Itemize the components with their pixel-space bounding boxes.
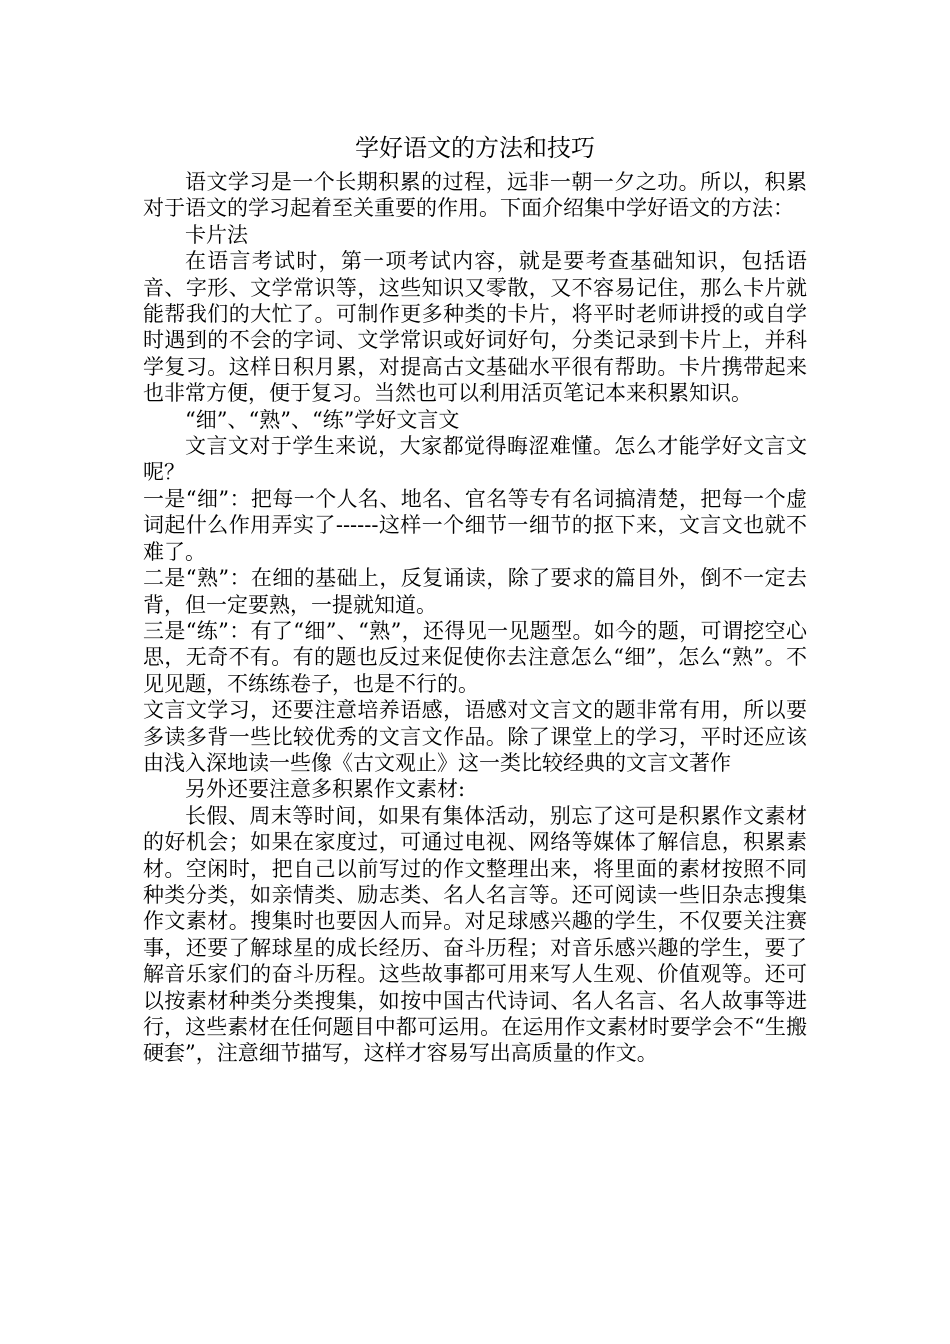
classical-chinese-intro-paragraph: 文言文对于学生来说，大家都觉得晦涩难懂。怎么才能学好文言文呢？ (143, 434, 807, 485)
writing-materials-paragraph: 长假、周末等时间，如果有集体活动，别忘了这可是积累作文素材的好机会；如果在家度过，可通过电视、网络等媒体了解信息，积累素材。空闲时，把自己以前写过的作文整理出来，将里面的素材按照不同种类分类，如亲情类、励志类、名人名言等。还可阅读一些旧杂志搜集作文素材。搜集时也要因人而异。对足球感兴趣的学生，不仅要关注赛事，还要了解球星的成长经历、奋斗历程；对音乐感兴趣的学生，要了解音乐家们的奋斗历程。这些故事都可用来写人生观、价值观等。还可以按素材种类分类搜集，如按中国古代诗词、名人名言、名人故事等进行，这些素材在任何题目中都可运用。在运用作文素材时要学会不“生搬硬套”，注意细节描写，这样才容易写出高质量的作文。 (143, 803, 807, 1066)
section-heading-card-method: 卡片法 (185, 222, 248, 247)
section-heading-classical-chinese: “细”、“熟”、“练”学好文言文 (185, 407, 460, 432)
point-two-paragraph: 二是“熟”：在细的基础上，反复诵读，除了要求的篇目外，倒不一定去背，但一定要熟，一提就知道。 (143, 566, 807, 617)
language-sense-paragraph: 文言文学习，还要注意培养语感，语感对文言文的题非常有用，所以要多读多背一些比较优秀的文言文作品。除了课堂上的学习，平时还应该由浅入深地读一些像《古文观止》这一类比较经典的文言文著作 (143, 698, 807, 775)
card-method-paragraph: 在语言考试时，第一项考试内容，就是要考查基础知识，包括语音、字形、文学常识等，这些知识又零散，又不容易记住，那么卡片就能帮我们的大忙了。可制作更多种类的卡片，将平时老师讲授的或自学时遇到的不会的字词、文学常识或好词好句，分类记录到卡片上，并科学复习。这样日积月累，对提高古文基础水平很有帮助。卡片携带起来也非常方便，便于复习。当然也可以利用活页笔记本来积累知识。 (143, 249, 807, 406)
point-three-paragraph: 三是“练”：有了“细”、“熟”，还得见一见题型。如今的题，可谓挖空心思，无奇不有。有的题也反过来促使你去注意怎么“细”，怎么“熟”。不见见题，不练练卷子，也是不行的。 (143, 618, 807, 696)
intro-paragraph: 语文学习是一个长期积累的过程，远非一朝一夕之功。所以，积累对于语文的学习起着至关重要的作用。下面介绍集中学好语文的方法： (143, 170, 807, 221)
point-one-paragraph: 一是“细”：把每一个人名、地名、官名等专有名词搞清楚，把每一个虚词起什么作用弄实了------这样一个细节一细节的抠下来，文言文也就不难了。 (143, 486, 807, 564)
document-body (143, 133, 807, 1067)
section-heading-writing-materials: 另外还要注意多积累作文素材: (185, 777, 466, 802)
document-title: 学好语文的方法和技巧 (355, 134, 595, 162)
